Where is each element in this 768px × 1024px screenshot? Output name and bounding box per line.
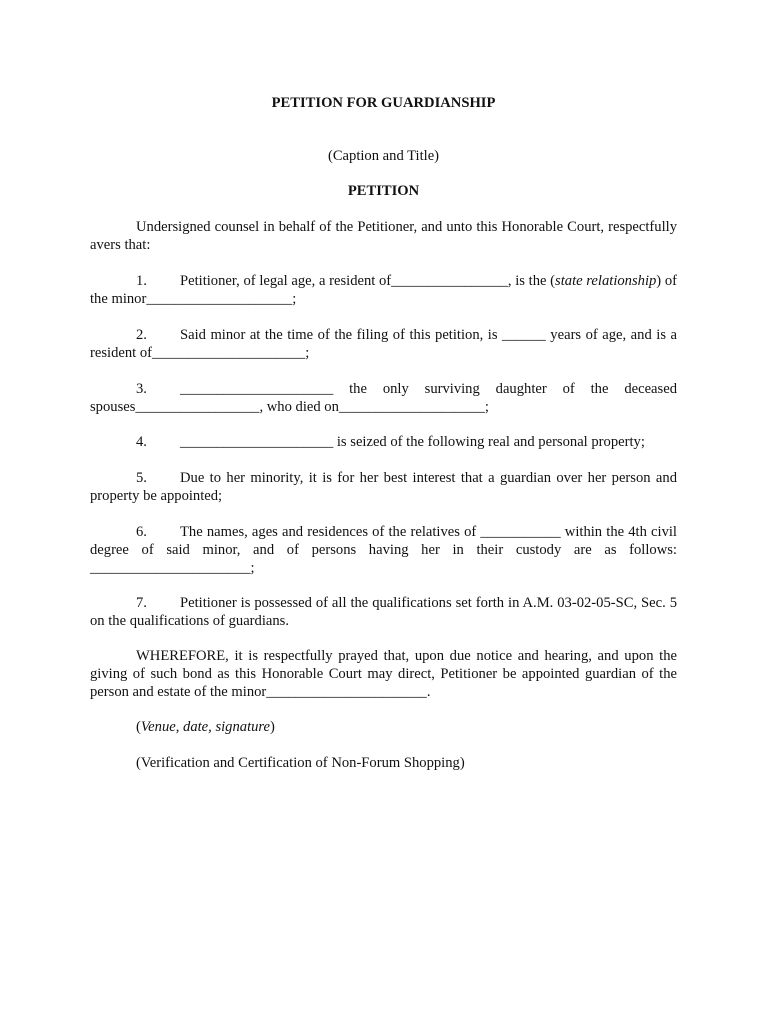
item-text: _____________________ is seized of the following real and personal property; bbox=[180, 434, 645, 450]
item-text: Due to her minority, it is for her best interest that a guardian over her person and property be appointed; bbox=[90, 470, 677, 504]
item-text: The names, ages and residences of the relatives of ___________ within the 4th civil degree of said minor, and of persons having her in their custody are as follows: ______________________; bbox=[90, 524, 677, 576]
venue-open-paren: ( bbox=[136, 719, 141, 735]
caption-placeholder: (Caption and Title) bbox=[327, 148, 440, 164]
document-title: PETITION FOR GUARDIANSHIP bbox=[271, 95, 496, 111]
venue-text: Venue, date, signature bbox=[140, 719, 271, 735]
item-5 bbox=[90, 469, 677, 505]
intro-paragraph: Undersigned counsel in behalf of the Petitioner, and unto this Honorable Court, respectfully avers that: bbox=[90, 219, 677, 253]
item-3 bbox=[90, 380, 677, 416]
petition-heading: PETITION bbox=[347, 183, 420, 199]
venue-close-paren: ) bbox=[270, 719, 275, 735]
item-text: Said minor at the time of the filing of this petition, is ______ years of age, and is a resident of_____________________; bbox=[90, 327, 677, 361]
item-2 bbox=[90, 326, 677, 362]
item-7 bbox=[90, 594, 677, 630]
item-number: 2. bbox=[136, 327, 147, 343]
item-text-italic: state relationship bbox=[555, 273, 657, 289]
item-number: 4. bbox=[136, 434, 147, 450]
item-text: _____________________ the only surviving daughter of the deceased spouses_________________, who died on____________________; bbox=[90, 381, 677, 415]
item-text: Petitioner, of legal age, a resident of________________, is the ( bbox=[180, 273, 556, 289]
prayer-paragraph: WHEREFORE, it is respectfully prayed that, upon due notice and hearing, and upon the giving of such bond as this Honorable Court may direct, Petitioner be appointed guardian of the person and estate of the minor______________________. bbox=[90, 648, 677, 700]
item-text: Petitioner is possessed of all the qualifications set forth in A.M. 03-02-05-SC, Sec. 5 on the qualifications of guardians. bbox=[90, 595, 677, 629]
item-number: 1. bbox=[136, 273, 147, 289]
item-text: ) of the minor____________________; bbox=[90, 273, 677, 307]
venue-date-signature bbox=[136, 718, 275, 736]
item-number: 3. bbox=[136, 381, 147, 397]
item-number: 7. bbox=[136, 595, 147, 611]
verification-placeholder: (Verification and Certification of Non-Forum Shopping) bbox=[136, 755, 465, 771]
item-6 bbox=[90, 523, 677, 577]
item-number: 6. bbox=[136, 524, 147, 540]
item-number: 5. bbox=[136, 470, 147, 486]
item-1 bbox=[90, 272, 677, 308]
item-4 bbox=[90, 433, 677, 451]
